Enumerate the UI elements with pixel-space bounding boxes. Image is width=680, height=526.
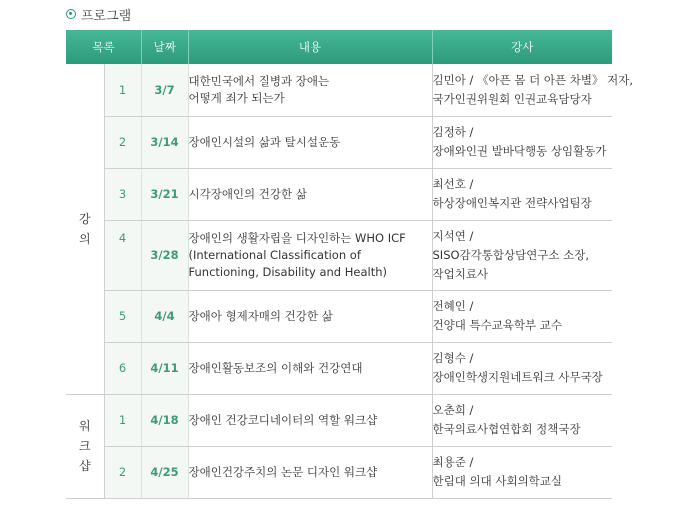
row-date: 4/11 [141, 342, 188, 394]
row-number: 5 [104, 290, 141, 342]
group-label-char: 크 [78, 439, 91, 453]
row-content [188, 64, 432, 116]
row-number: 4 [104, 220, 141, 290]
section-title-text: 프로그램 [81, 8, 132, 24]
content-line: 장애인시설의 삶과 탈시설운동 [188, 134, 341, 149]
content-line: 장애인건강주치의 논문 디자인 워크샵 [188, 464, 378, 479]
row-content [188, 446, 432, 498]
content-line: 장애인 건강코디네이터의 역할 워크샵 [188, 412, 378, 427]
content-line: 장애인의 생활자립을 디자인하는 WHO ICF [188, 230, 406, 245]
row-number: 1 [104, 64, 141, 116]
table-row [66, 220, 612, 290]
row-content [188, 168, 432, 220]
table-row [66, 342, 612, 394]
row-content [188, 116, 432, 168]
row-date: 4/25 [141, 446, 188, 498]
row-instructor [432, 220, 612, 290]
header-date: 날짜 [153, 40, 176, 54]
instructor-line: 건양대 특수교육학부 교수 [432, 318, 563, 332]
table-row [66, 64, 612, 116]
instructor-line: 하상장애인복지관 전략사업팀장 [432, 196, 592, 210]
instructor-line: 김형수 / [432, 351, 474, 365]
row-date: 3/7 [141, 64, 188, 116]
section-title [66, 5, 131, 23]
row-content [188, 220, 432, 290]
row-instructor [432, 116, 612, 168]
target-circle-icon [66, 9, 76, 19]
instructor-line: 최선호 / [432, 177, 474, 191]
instructor-line: 작업치료사 [432, 266, 489, 281]
instructor-line: 국가인권위원회 인권교육담당자 [432, 91, 592, 106]
row-instructor [432, 446, 612, 498]
instructor-line: 한림대 의대 사회의학교실 [432, 474, 563, 488]
group-label-char: 워 [78, 419, 91, 433]
table-header-row [66, 30, 612, 64]
content-line: 시각장애인의 건강한 삶 [188, 186, 307, 201]
row-instructor [432, 64, 634, 116]
row-date: 4/18 [141, 394, 188, 446]
content-line: 어떻게 죄가 되는가 [188, 90, 285, 105]
group-label [66, 64, 104, 394]
instructor-line: 최용준 / [432, 455, 474, 469]
instructor-line: 전혜인 / [432, 299, 474, 313]
row-date: 3/14 [141, 116, 188, 168]
content-line: (International Classification of [188, 247, 361, 262]
row-instructor [432, 394, 612, 446]
row-instructor [432, 342, 612, 394]
instructor-line: 김정하 / [432, 125, 474, 139]
instructor-line: 한국의료사협연합회 정책국장 [432, 422, 581, 436]
row-date: 3/28 [141, 220, 188, 290]
instructor-line: 장애인학생지원네트워크 사무국장 [432, 370, 603, 384]
table-row [66, 116, 612, 168]
content-line: 장애아 형제자매의 건강한 삶 [188, 308, 333, 323]
instructor-line: 지석연 / [432, 228, 474, 243]
row-number: 3 [104, 168, 141, 220]
table-row [66, 290, 612, 342]
content-line: 장애인활동보조의 이해와 건강연대 [188, 360, 363, 375]
row-date: 4/4 [141, 290, 188, 342]
header-content: 내용 [188, 30, 432, 64]
group-label-char: 강 [78, 211, 91, 226]
row-number: 6 [104, 342, 141, 394]
table-row [66, 446, 612, 498]
row-instructor [432, 168, 612, 220]
table-row [66, 168, 612, 220]
row-content [188, 290, 432, 342]
group-label [66, 394, 104, 498]
content-line: 대한민국에서 질병과 장애는 [188, 73, 330, 88]
header-instructor: 강사 [432, 30, 612, 64]
content-line: Functioning, Disability and Health) [188, 264, 387, 279]
group-label-char: 샵 [78, 459, 91, 473]
row-number: 1 [104, 394, 141, 446]
instructor-line: 김민아 / 《아픈 몸 더 아픈 차별》 저자, [432, 72, 634, 87]
row-content [188, 394, 432, 446]
row-instructor [432, 290, 612, 342]
instructor-line: SISO감각통합상담연구소 소장, [432, 247, 590, 262]
header-list: 목록 [66, 30, 142, 64]
header-list-date-group [66, 30, 188, 64]
row-number: 2 [104, 116, 141, 168]
group-label-char: 의 [78, 231, 91, 246]
row-number: 2 [104, 446, 141, 498]
instructor-line: 오춘희 / [432, 403, 474, 417]
program-table [66, 30, 634, 499]
row-date: 3/21 [141, 168, 188, 220]
table-row [66, 394, 612, 446]
row-content [188, 342, 432, 394]
instructor-line: 장애와인권 발바닥행동 상임활동가 [432, 144, 607, 158]
